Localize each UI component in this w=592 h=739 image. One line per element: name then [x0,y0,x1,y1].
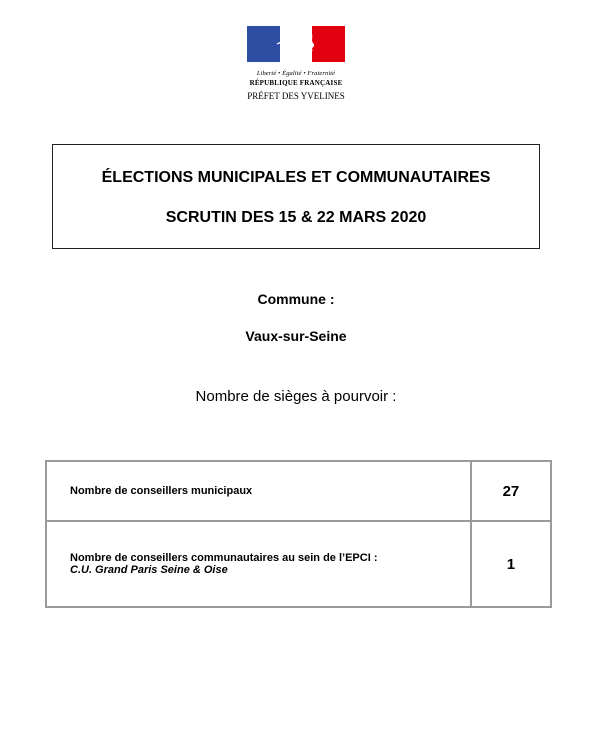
municipal-councillors-label: Nombre de conseillers municipaux [46,461,471,521]
election-title: ÉLECTIONS MUNICIPALES ET COMMUNAUTAIRES [101,169,491,186]
election-date: SCRUTIN DES 15 & 22 MARS 2020 [165,209,427,226]
municipal-councillors-value: 27 [471,461,551,521]
table-row [46,521,551,607]
marianne-profile-icon [267,26,327,62]
community-councillors-value: 1 [471,521,551,607]
commune-label: Commune : [257,291,335,307]
title-box [52,144,540,249]
epci-name: C.U. Grand Paris Seine & Oise [70,564,228,576]
community-councillors-label: Nombre de conseillers communautaires au sein de l’EPCI : [70,552,378,564]
table-row [46,461,551,521]
community-councillors-cell [46,521,471,607]
prefet-label: PRÉFET DES YVELINES [247,91,345,101]
seats-label: Nombre de sièges à pourvoir : [195,388,397,405]
marianne-flag-logo [247,26,345,62]
republic-motto: Liberté • Égalité • Fraternité [256,70,336,77]
commune-name: Vaux-sur-Seine [245,328,347,344]
republique-francaise-label: RÉPUBLIQUE FRANÇAISE [249,79,343,87]
seats-table [45,460,552,608]
government-logo [0,26,592,101]
